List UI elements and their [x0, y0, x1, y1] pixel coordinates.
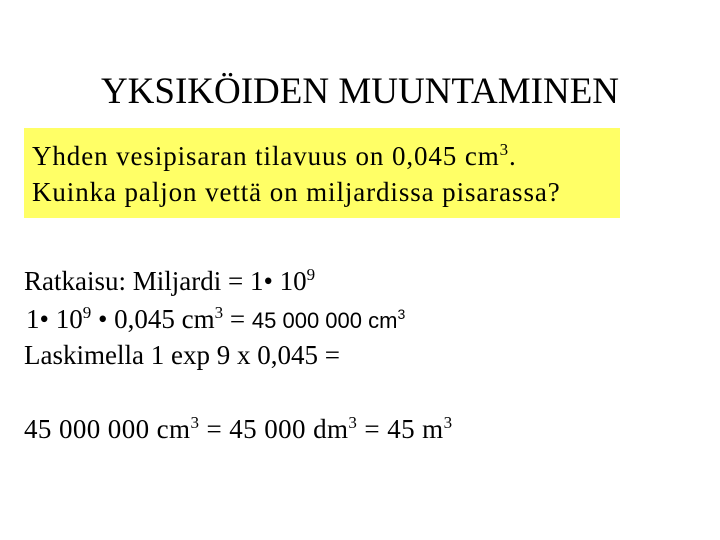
superscript: 3	[214, 303, 224, 322]
solution-line-2-part-b: • 0,045 cm	[91, 304, 215, 334]
solution-line-4	[24, 414, 452, 445]
solution-line-1-text: Ratkaisu: Miljardi = 1• 10	[24, 266, 307, 296]
question-line-1	[32, 138, 620, 174]
period: .	[509, 141, 517, 171]
solution-line-2-result-text: 45 000 000 cm	[251, 308, 398, 333]
solution-line-4-part-a: 45 000 000 cm	[24, 414, 191, 444]
question-line-1-text: Yhden vesipisaran tilavuus on 0,045 cm	[32, 141, 500, 171]
slide-title: YKSIKÖIDEN MUUNTAMINEN	[100, 71, 620, 112]
solution-line-3: Laskimella 1 exp 9 x 0,045 =	[24, 340, 340, 370]
superscript: 3	[499, 140, 510, 159]
solution-line-2-part-a: 1• 10	[26, 304, 83, 334]
solution-line-4-part-b: = 45 000 dm	[199, 414, 349, 444]
superscript: 9	[306, 265, 316, 284]
solution-line-4-part-c: = 45 m	[357, 414, 444, 444]
superscript: 3	[443, 413, 453, 432]
solution-line-2-part-c: =	[223, 304, 252, 334]
question-line-2: Kuinka paljon vettä on miljardissa pisarassa?	[32, 177, 561, 207]
solution-line-1	[24, 266, 315, 297]
solution-line-2	[26, 304, 405, 335]
question-box	[24, 128, 620, 218]
superscript: 3	[190, 413, 200, 432]
superscript: 3	[348, 413, 358, 432]
solution-line-2-result	[252, 308, 405, 333]
superscript: 9	[82, 303, 92, 322]
superscript: 3	[397, 306, 406, 322]
